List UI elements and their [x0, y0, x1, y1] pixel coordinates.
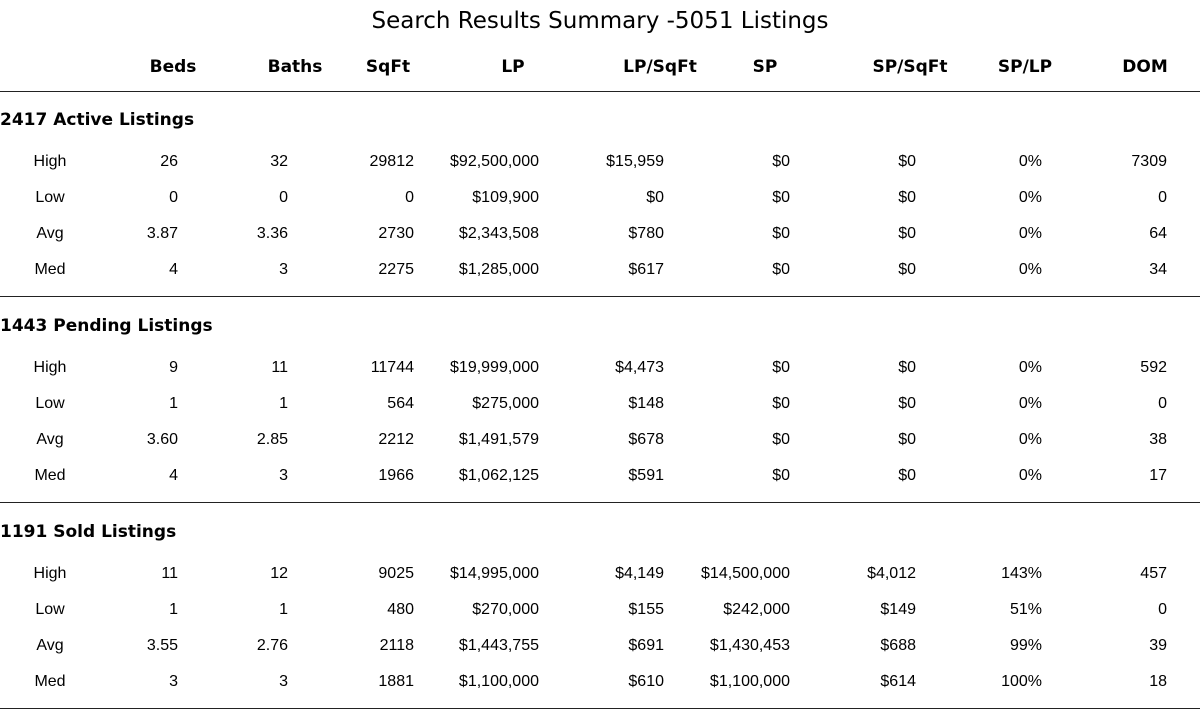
- cell-sp-lp: 99%: [1009, 637, 1042, 654]
- cell-baths: 1: [279, 601, 288, 618]
- row-label: Avg: [36, 431, 64, 448]
- cell-sp: $1,430,453: [709, 637, 790, 654]
- column-header-sqft: SqFt: [365, 57, 411, 77]
- cell-dom: 0: [1158, 395, 1167, 412]
- cell-baths: 2.76: [256, 637, 288, 654]
- cell-beds: 3: [169, 673, 178, 690]
- table-row: [0, 187, 1200, 209]
- cell-beds: 0: [169, 189, 178, 206]
- cell-baths: 11: [271, 359, 288, 376]
- cell-dom: 0: [1158, 601, 1167, 618]
- cell-lp-sqft: $0: [646, 189, 664, 206]
- cell-lp: $1,491,579: [458, 431, 539, 448]
- cell-sqft: 9025: [378, 565, 414, 582]
- cell-sp: $0: [772, 225, 790, 242]
- column-header-lp: LP: [501, 57, 525, 77]
- cell-lp-sqft: $610: [628, 673, 664, 690]
- table-row: [0, 223, 1200, 245]
- cell-sp-lp: 0%: [1018, 395, 1042, 412]
- row-label: Med: [34, 261, 66, 278]
- cell-lp: $1,285,000: [458, 261, 539, 278]
- cell-baths: 3: [279, 673, 288, 690]
- cell-lp: $1,443,755: [458, 637, 539, 654]
- cell-lp: $270,000: [472, 601, 539, 618]
- cell-sp-lp: 0%: [1018, 261, 1042, 278]
- header-divider: [0, 91, 1200, 92]
- cell-sp-lp: 0%: [1018, 189, 1042, 206]
- cell-sp: $0: [772, 431, 790, 448]
- cell-sp: $14,500,000: [701, 565, 790, 582]
- cell-beds: 4: [169, 467, 178, 484]
- cell-sp: $0: [772, 189, 790, 206]
- table-row: [0, 357, 1200, 379]
- cell-sp: $0: [772, 261, 790, 278]
- column-header-beds: Beds: [149, 57, 197, 77]
- column-header-lp-sqft: LP/SqFt: [623, 57, 697, 77]
- cell-lp-sqft: $15,959: [606, 153, 664, 170]
- cell-dom: 38: [1149, 431, 1167, 448]
- cell-lp: $92,500,000: [450, 153, 539, 170]
- cell-sp-sqft: $0: [898, 431, 916, 448]
- cell-beds: 26: [160, 153, 178, 170]
- cell-sp-lp: 0%: [1018, 359, 1042, 376]
- cell-sp-sqft: $0: [898, 467, 916, 484]
- table-bottom-divider: [0, 708, 1200, 709]
- cell-sp-lp: 0%: [1018, 467, 1042, 484]
- row-label: High: [33, 565, 67, 582]
- table-row: [0, 563, 1200, 585]
- row-label: Med: [34, 467, 66, 484]
- cell-sp-sqft: $0: [898, 225, 916, 242]
- cell-sp: $0: [772, 359, 790, 376]
- row-label: Low: [35, 189, 65, 206]
- column-header-sp-sqft: SP/SqFt: [872, 57, 948, 77]
- cell-sp: $0: [772, 467, 790, 484]
- cell-beds: 3.55: [146, 637, 178, 654]
- cell-lp: $109,900: [472, 189, 539, 206]
- cell-beds: 4: [169, 261, 178, 278]
- cell-sp-sqft: $688: [880, 637, 916, 654]
- cell-sp-lp: 51%: [1009, 601, 1042, 618]
- cell-sqft: 564: [387, 395, 414, 412]
- cell-sqft: 2730: [378, 225, 414, 242]
- cell-lp-sqft: $591: [628, 467, 664, 484]
- cell-baths: 2.85: [256, 431, 288, 448]
- row-label: Med: [34, 673, 66, 690]
- cell-dom: 64: [1149, 225, 1167, 242]
- table-row: [0, 465, 1200, 487]
- cell-dom: 457: [1140, 565, 1167, 582]
- cell-beds: 1: [169, 395, 178, 412]
- table-row: [0, 671, 1200, 693]
- cell-sp-lp: 0%: [1018, 153, 1042, 170]
- cell-dom: 18: [1149, 673, 1167, 690]
- cell-lp-sqft: $155: [628, 601, 664, 618]
- cell-sp-lp: 100%: [1001, 673, 1042, 690]
- cell-dom: 7309: [1131, 153, 1167, 170]
- page-title: Search Results Summary -5051 Listings: [371, 8, 829, 34]
- row-label: High: [33, 359, 67, 376]
- row-label: Low: [35, 395, 65, 412]
- cell-beds: 3.87: [146, 225, 178, 242]
- cell-lp-sqft: $148: [628, 395, 664, 412]
- cell-sp-sqft: $0: [898, 189, 916, 206]
- cell-dom: 39: [1149, 637, 1167, 654]
- cell-lp: $1,100,000: [458, 673, 539, 690]
- row-label: High: [33, 153, 67, 170]
- row-label: Avg: [36, 637, 64, 654]
- cell-sp-sqft: $0: [898, 261, 916, 278]
- cell-sqft: 2118: [379, 637, 414, 654]
- cell-dom: 592: [1140, 359, 1167, 376]
- cell-sp-sqft: $0: [898, 359, 916, 376]
- cell-dom: 0: [1158, 189, 1167, 206]
- cell-sqft: 1966: [378, 467, 414, 484]
- cell-beds: 11: [161, 565, 178, 582]
- column-header-sp: SP: [752, 57, 778, 77]
- cell-beds: 3.60: [146, 431, 178, 448]
- section-title-sold: 1191 Sold Listings: [0, 522, 177, 542]
- cell-sqft: 0: [405, 189, 414, 206]
- cell-lp: $19,999,000: [450, 359, 539, 376]
- section-title-pending: 1443 Pending Listings: [0, 316, 213, 336]
- cell-sp-sqft: $4,012: [867, 565, 916, 582]
- table-row: [0, 429, 1200, 451]
- cell-sp: $1,100,000: [709, 673, 790, 690]
- section-divider: [0, 296, 1200, 297]
- cell-sqft: 2275: [378, 261, 414, 278]
- cell-lp: $14,995,000: [450, 565, 539, 582]
- section-divider: [0, 502, 1200, 503]
- table-row: [0, 599, 1200, 621]
- cell-lp-sqft: $4,149: [615, 565, 664, 582]
- table-row: [0, 259, 1200, 281]
- cell-sqft: 29812: [369, 153, 414, 170]
- column-header-row: [0, 55, 1200, 79]
- cell-dom: 17: [1149, 467, 1167, 484]
- cell-baths: 0: [279, 189, 288, 206]
- cell-baths: 12: [270, 565, 288, 582]
- cell-sp: $242,000: [723, 601, 790, 618]
- cell-lp-sqft: $617: [628, 261, 664, 278]
- table-row: [0, 393, 1200, 415]
- cell-dom: 34: [1149, 261, 1167, 278]
- table-row: [0, 635, 1200, 657]
- cell-sp-lp: 0%: [1018, 431, 1042, 448]
- cell-sqft: 1881: [378, 673, 414, 690]
- section-title-active: 2417 Active Listings: [0, 110, 195, 130]
- table-row: [0, 151, 1200, 173]
- cell-lp-sqft: $780: [628, 225, 664, 242]
- cell-sp: $0: [772, 153, 790, 170]
- cell-sqft: 11744: [370, 359, 414, 376]
- column-header-baths: Baths: [267, 57, 323, 77]
- cell-baths: 32: [270, 153, 288, 170]
- cell-lp-sqft: $4,473: [615, 359, 664, 376]
- cell-baths: 3: [279, 261, 288, 278]
- cell-sqft: 480: [387, 601, 414, 618]
- cell-sp-lp: 0%: [1018, 225, 1042, 242]
- row-label: Low: [35, 601, 65, 618]
- cell-sp: $0: [772, 395, 790, 412]
- cell-lp-sqft: $691: [628, 637, 664, 654]
- cell-sqft: 2212: [378, 431, 414, 448]
- cell-baths: 3.36: [256, 225, 288, 242]
- cell-sp-sqft: $0: [898, 153, 916, 170]
- cell-beds: 1: [169, 601, 178, 618]
- cell-sp-sqft: $149: [880, 601, 916, 618]
- cell-lp: $2,343,508: [458, 225, 539, 242]
- cell-baths: 3: [279, 467, 288, 484]
- row-label: Avg: [36, 225, 64, 242]
- column-header-sp-lp: SP/LP: [997, 57, 1053, 77]
- column-header-dom: DOM: [1122, 57, 1168, 77]
- cell-lp-sqft: $678: [628, 431, 664, 448]
- cell-sp-lp: 143%: [1001, 565, 1042, 582]
- cell-sp-sqft: $614: [880, 673, 916, 690]
- cell-beds: 9: [169, 359, 178, 376]
- cell-baths: 1: [279, 395, 288, 412]
- cell-lp: $275,000: [472, 395, 539, 412]
- cell-sp-sqft: $0: [898, 395, 916, 412]
- cell-lp: $1,062,125: [458, 467, 539, 484]
